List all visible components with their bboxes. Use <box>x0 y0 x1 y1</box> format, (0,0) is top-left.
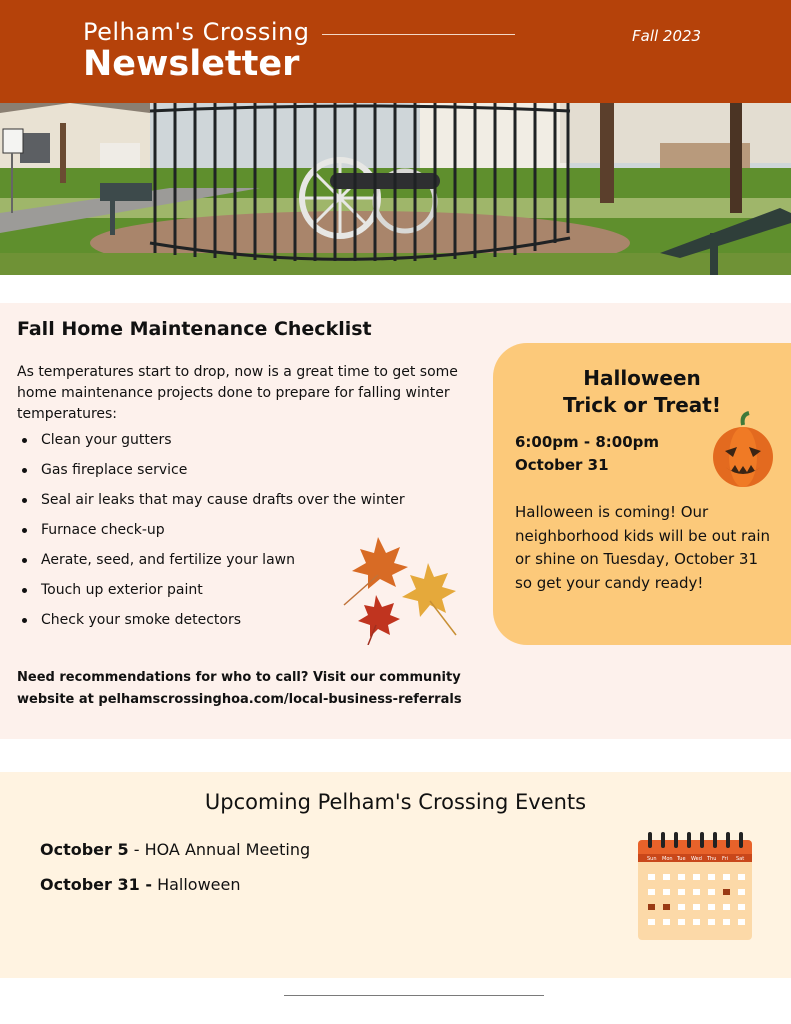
calendar-day-label: Sun <box>647 856 657 862</box>
event-name: Halloween <box>157 875 241 894</box>
issue-season: Fall 2023 <box>632 27 702 45</box>
halloween-when <box>515 431 659 477</box>
events-section <box>0 772 791 978</box>
halloween-title-line1: Halloween <box>583 366 701 390</box>
checklist-item: Aerate, seed, and fertilize your lawn <box>17 550 405 580</box>
halloween-date: October 31 <box>515 456 609 474</box>
events-heading: Upcoming Pelham's Crossing Events <box>204 790 587 814</box>
checklist-item: Check your smoke detectors <box>17 610 405 640</box>
halloween-time: 6:00pm - 8:00pm <box>515 433 660 451</box>
event-separator: - <box>128 840 145 859</box>
halloween-card <box>493 343 791 645</box>
checklist-item: Seal air leaks that may cause drafts over the winter <box>17 490 405 520</box>
calendar-day-label: Fri <box>722 856 728 862</box>
calendar-day-label: Thu <box>707 856 717 862</box>
halloween-description: Halloween is coming! Our neighborhood kids will be out rain or shine on Tuesday, October 31 so get your candy ready! <box>515 503 771 592</box>
checklist-item: Clean your gutters <box>17 430 405 460</box>
event-name: HOA Annual Meeting <box>144 840 311 859</box>
community-name: Pelham's Crossing <box>83 18 310 46</box>
maintenance-intro: As temperatures start to drop, now is a great time to get some home maintenance projects done to prepare for falling winter temperatures: <box>17 364 458 422</box>
event-item <box>40 873 310 908</box>
calendar-day-label: Mon <box>662 856 673 862</box>
calendar-day-label: Tue <box>677 856 686 862</box>
jack-o-lantern-icon <box>711 411 775 489</box>
event-item <box>40 838 310 873</box>
maintenance-heading: Fall Home Maintenance Checklist <box>17 318 372 340</box>
autumn-leaves-icon <box>338 535 462 645</box>
newsletter-title: Newsletter <box>83 44 300 84</box>
checklist-item: Touch up exterior paint <box>17 580 405 610</box>
checklist-item: Furnace check-up <box>17 520 405 550</box>
checklist-item: Gas fireplace service <box>17 460 405 490</box>
event-date: October 5 <box>40 840 129 859</box>
events-list <box>40 838 310 908</box>
header-divider <box>322 34 515 35</box>
calendar-icon <box>638 832 752 940</box>
footer-divider <box>284 995 544 996</box>
event-date: October 31 - <box>40 875 152 894</box>
cannon-monument-photo <box>0 103 791 275</box>
calendar-day-label: Wed <box>691 856 702 862</box>
calendar-day-label: Sat <box>736 856 745 862</box>
referral-note: Need recommendations for who to call? Visit our community website at pelhamscrossinghoa.com/local-business-referrals <box>17 670 462 707</box>
halloween-title-line2: Trick or Treat! <box>563 393 721 417</box>
newsletter-header <box>0 0 791 103</box>
